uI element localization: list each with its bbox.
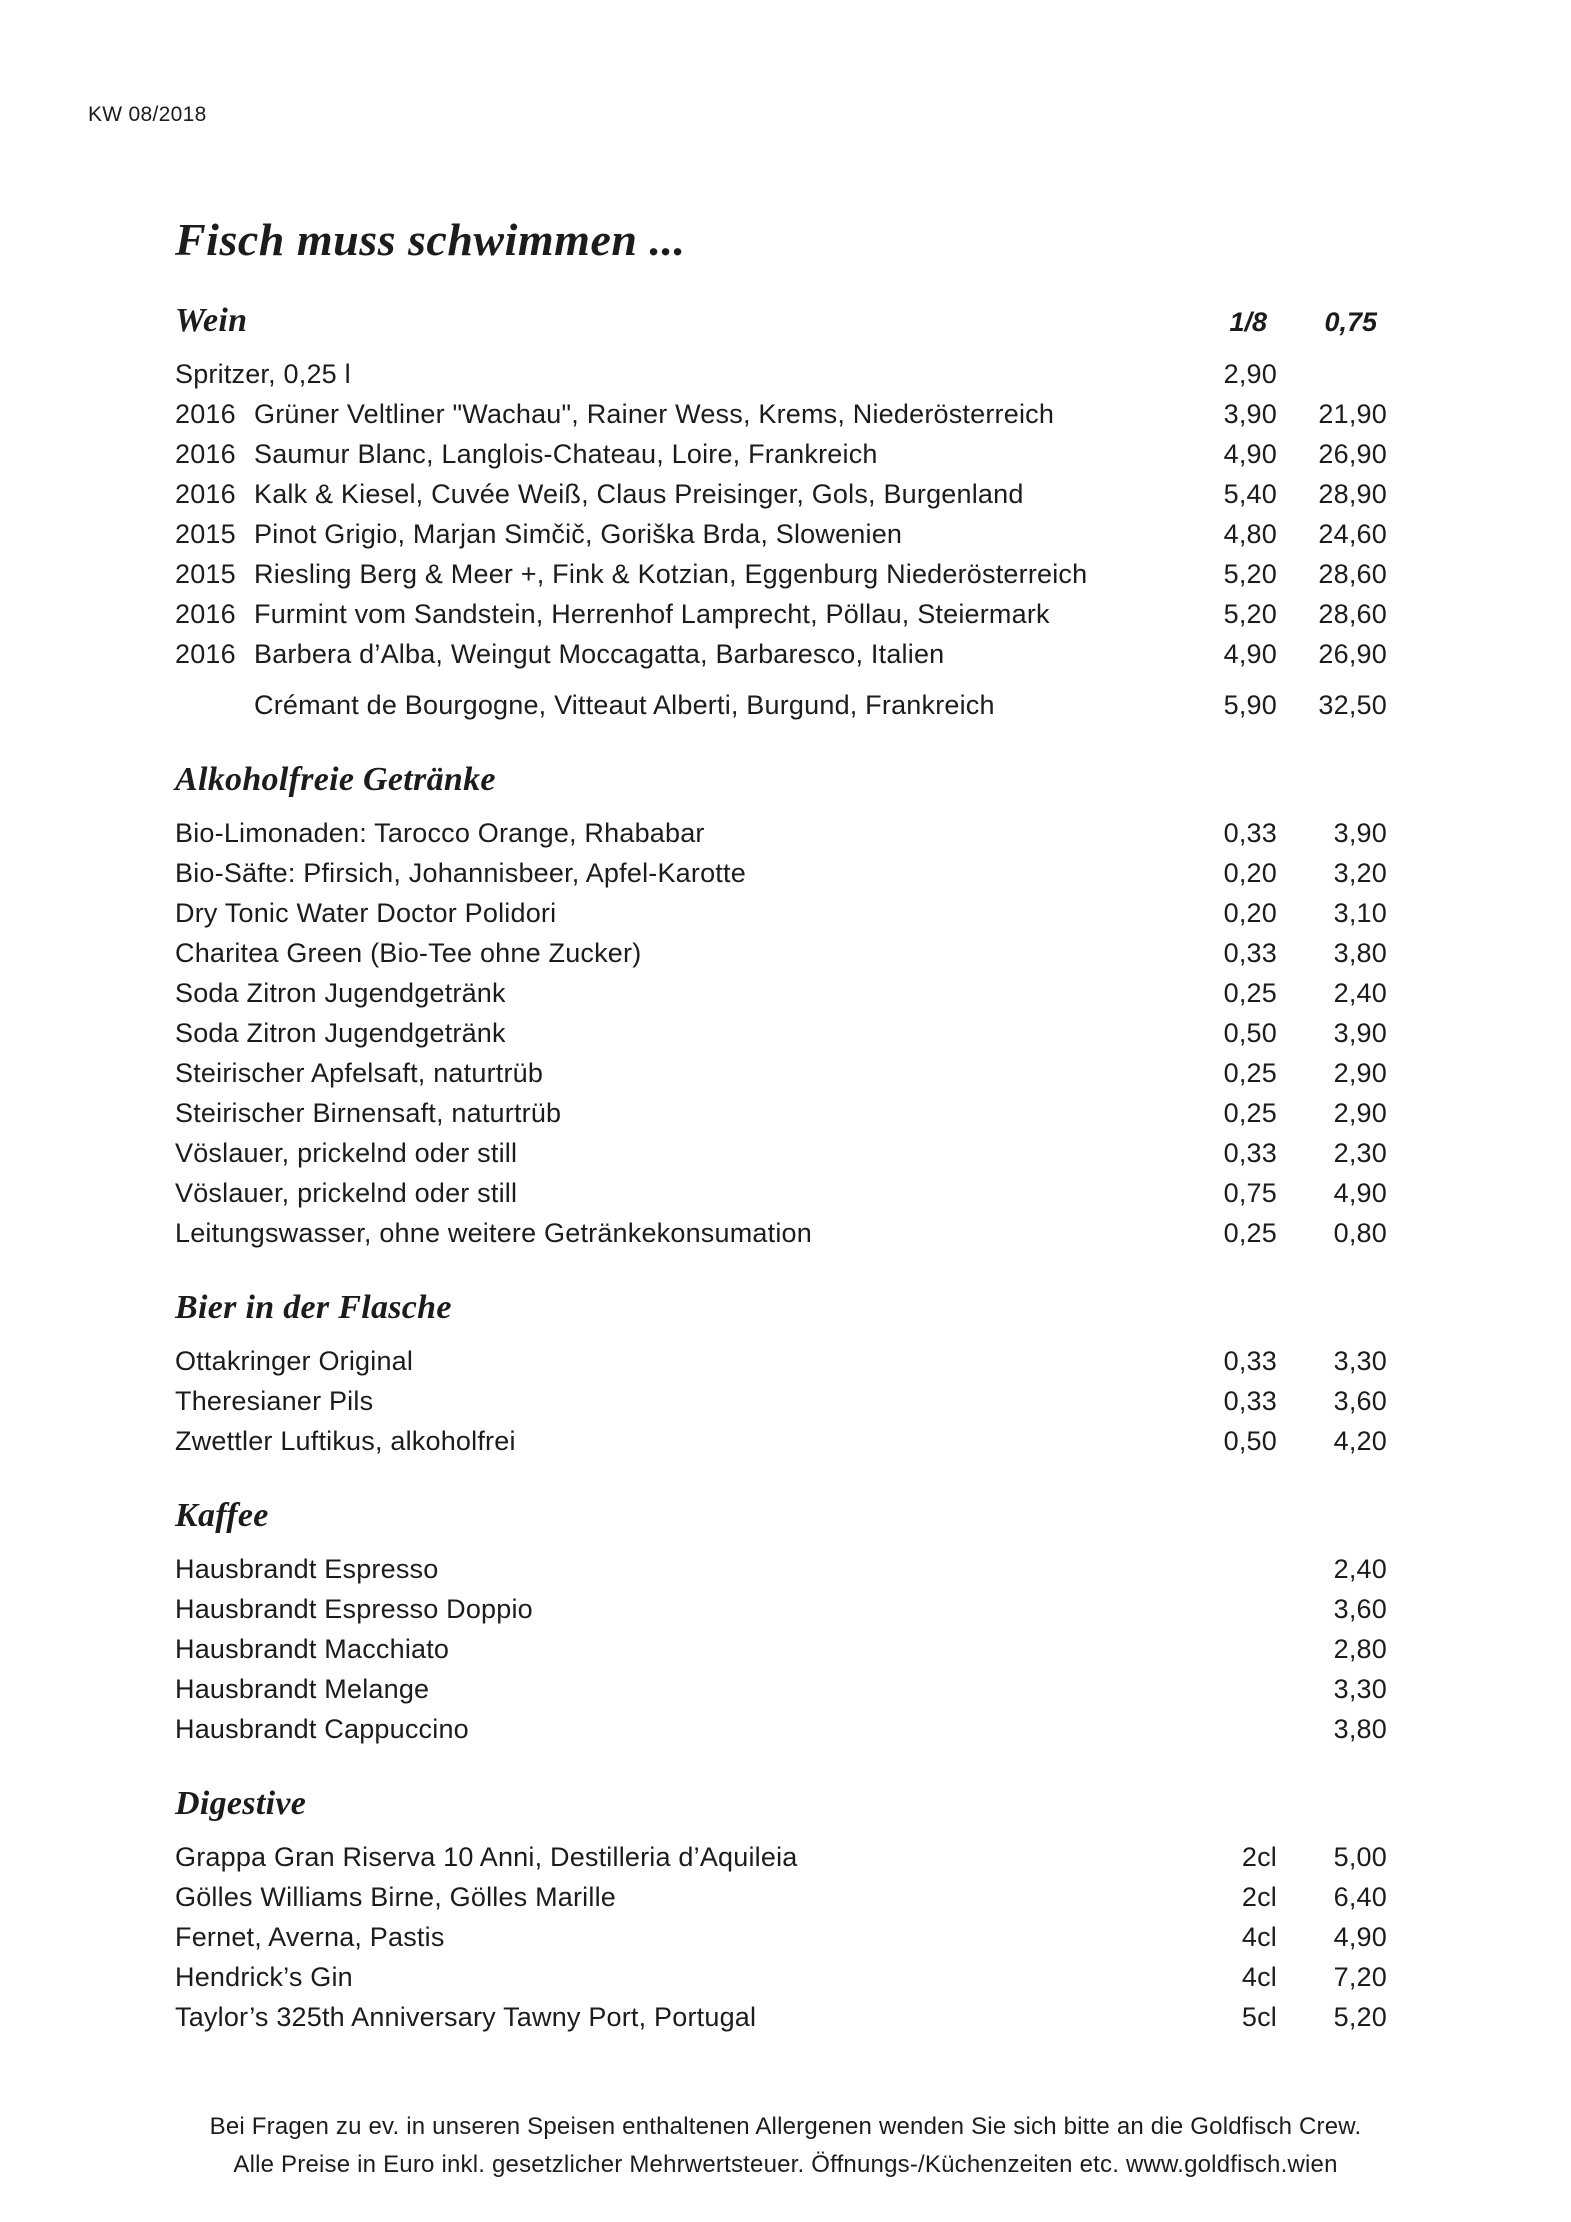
item-price-small: 0,33	[1223, 938, 1277, 968]
item-name: Steirischer Apfelsaft, naturtrüb	[175, 1058, 544, 1088]
item-name: Bio-Limonaden: Tarocco Orange, Rhababar	[175, 818, 705, 848]
item-price-small: 2cl	[1241, 1882, 1277, 1912]
section-rows	[175, 1341, 1387, 1461]
menu-item-row	[175, 1421, 1387, 1461]
item-price-large: 3,80	[1333, 938, 1387, 968]
menu-item-row	[175, 1093, 1387, 1133]
item-name: Furmint vom Sandstein, Herrenhof Lamprecht, Pöllau, Steiermark	[254, 599, 1050, 629]
item-price-large: 2,90	[1333, 1058, 1387, 1088]
menu-item-row	[175, 1837, 1387, 1877]
item-price-large: 5,20	[1333, 2002, 1387, 2032]
menu-item-row	[175, 1133, 1387, 1173]
item-price-large: 4,90	[1333, 1178, 1387, 1208]
item-price-large: 3,60	[1333, 1386, 1387, 1416]
menu-section	[175, 761, 1387, 1253]
item-price-large: 26,90	[1318, 639, 1387, 669]
item-price-large: 3,60	[1333, 1594, 1387, 1624]
item-price-small: 5,90	[1223, 690, 1277, 720]
item-price-large: 4,20	[1333, 1426, 1387, 1456]
item-price-large: 2,40	[1333, 978, 1387, 1008]
menu-item-row	[175, 1997, 1387, 2037]
page-title: Fisch muss schwimmen ...	[175, 214, 686, 265]
item-name: Zwettler Luftikus, alkoholfrei	[175, 1426, 516, 1456]
menu-section	[175, 1289, 1387, 1461]
section-title: Alkoholfreie Getränke	[175, 761, 496, 798]
menu-content	[175, 214, 1387, 2037]
item-name: Soda Zitron Jugendgetränk	[175, 1018, 506, 1048]
item-name: Crémant de Bourgogne, Vitteaut Alberti, Burgund, Frankreich	[254, 690, 995, 720]
item-name: Bio-Säfte: Pfirsich, Johannisbeer, Apfel-Karotte	[175, 858, 746, 888]
item-price-large: 2,80	[1333, 1634, 1387, 1664]
sections-container	[175, 302, 1387, 2037]
footer-line-2: Alle Preise in Euro inkl. gesetzlicher Mehrwertsteuer. Öffnungs-/Küchenzeiten etc. www.goldfisch.wien	[233, 2151, 1338, 2178]
item-name: Charitea Green (Bio-Tee ohne Zucker)	[175, 938, 642, 968]
menu-section	[175, 1785, 1387, 2037]
item-price-small: 5cl	[1241, 2002, 1277, 2032]
item-price-large: 28,90	[1318, 479, 1387, 509]
menu-section	[175, 1497, 1387, 1749]
item-name: Hausbrandt Espresso Doppio	[175, 1594, 533, 1624]
item-price-large: 32,50	[1318, 690, 1387, 720]
section-rows	[175, 1549, 1387, 1749]
item-name: Soda Zitron Jugendgetränk	[175, 978, 506, 1008]
item-price-large: 28,60	[1318, 599, 1387, 629]
item-price-large: 0,80	[1333, 1218, 1387, 1248]
item-price-small	[1182, 1709, 1277, 1749]
item-name: Pinot Grigio, Marjan Simčič, Goriška Brda, Slowenien	[254, 519, 903, 549]
item-price-large: 2,40	[1333, 1554, 1387, 1584]
week-label: KW 08/2018	[88, 103, 207, 126]
menu-item-row	[175, 1341, 1387, 1381]
item-name: Hausbrandt Melange	[175, 1674, 430, 1704]
item-price-small: 0,20	[1223, 858, 1277, 888]
item-price-small	[1182, 1589, 1277, 1629]
item-price-small: 0,25	[1223, 1058, 1277, 1088]
item-price-small: 0,33	[1223, 818, 1277, 848]
item-name: Riesling Berg & Meer +, Fink & Kotzian, Eggenburg Niederösterreich	[254, 559, 1088, 589]
menu-item-row	[175, 514, 1387, 554]
menu-item-row	[175, 1877, 1387, 1917]
section-title: Digestive	[175, 1785, 307, 1822]
footer	[0, 2108, 1571, 2184]
menu-item-row	[175, 554, 1387, 594]
menu-item-row	[175, 1917, 1387, 1957]
menu-item-row	[175, 594, 1387, 634]
section-rows	[175, 813, 1387, 1253]
menu-item-row	[175, 1709, 1387, 1749]
menu-item-row	[175, 853, 1387, 893]
menu-item-row	[175, 933, 1387, 973]
item-name: Dry Tonic Water Doctor Polidori	[175, 898, 557, 928]
item-price-small: 4,80	[1223, 519, 1277, 549]
item-name: Grüner Veltliner "Wachau", Rainer Wess, Krems, Niederösterreich	[254, 399, 1055, 429]
item-price-small: 5,40	[1223, 479, 1277, 509]
item-price-large: 3,90	[1333, 818, 1387, 848]
menu-item-row	[175, 1013, 1387, 1053]
item-name: Hendrick’s Gin	[175, 1962, 353, 1992]
item-year: 2016	[175, 399, 236, 429]
item-name: Ottakringer Original	[175, 1346, 414, 1376]
item-price-small: 5,20	[1223, 599, 1277, 629]
menu-item-row	[175, 434, 1387, 474]
menu-item-row	[175, 354, 1387, 394]
item-price-large: 26,90	[1318, 439, 1387, 469]
item-price-small: 0,75	[1223, 1178, 1277, 1208]
menu-item-row	[175, 1589, 1387, 1629]
item-year: 2015	[175, 559, 236, 589]
menu-item-row	[175, 474, 1387, 514]
item-name: Barbera d’Alba, Weingut Moccagatta, Barbaresco, Italien	[254, 639, 945, 669]
item-price-small: 0,33	[1223, 1138, 1277, 1168]
section-title: Bier in der Flasche	[175, 1289, 452, 1326]
item-price-large: 3,20	[1333, 858, 1387, 888]
item-name: Gölles Williams Birne, Gölles Marille	[175, 1882, 616, 1912]
item-price-large: 6,40	[1333, 1882, 1387, 1912]
item-price-large: 3,30	[1333, 1346, 1387, 1376]
item-price-small: 3,90	[1223, 399, 1277, 429]
menu-item-row	[175, 1629, 1387, 1669]
item-price-large: 21,90	[1318, 399, 1387, 429]
item-name: Taylor’s 325th Anniversary Tawny Port, Portugal	[175, 2002, 757, 2032]
item-price-small: 0,25	[1223, 978, 1277, 1008]
item-name: Hausbrandt Espresso	[175, 1554, 439, 1584]
item-name: Theresianer Pils	[175, 1386, 374, 1416]
item-name: Steirischer Birnensaft, naturtrüb	[175, 1098, 562, 1128]
item-year: 2016	[175, 439, 236, 469]
item-price-small: 0,25	[1223, 1218, 1277, 1248]
menu-item-row	[175, 1173, 1387, 1213]
menu-item-row	[175, 1053, 1387, 1093]
item-price-large: 5,00	[1333, 1842, 1387, 1872]
item-price-large: 28,60	[1318, 559, 1387, 589]
item-name: Vöslauer, prickelnd oder still	[175, 1178, 518, 1208]
menu-item-row	[175, 634, 1387, 674]
item-name: Vöslauer, prickelnd oder still	[175, 1138, 518, 1168]
menu-item-row	[175, 1381, 1387, 1421]
menu-item-row	[175, 1669, 1387, 1709]
item-price-small: 0,25	[1223, 1098, 1277, 1128]
section-header	[175, 302, 1387, 339]
item-year: 2016	[175, 479, 236, 509]
item-price-small: 0,33	[1223, 1386, 1277, 1416]
item-name: Saumur Blanc, Langlois-Chateau, Loire, Frankreich	[254, 439, 878, 469]
footer-line-1: Bei Fragen zu ev. in unseren Speisen enthaltenen Allergenen wenden Sie sich bitte an die Goldfisch Crew.	[209, 2113, 1362, 2140]
item-price-large: 2,90	[1333, 1098, 1387, 1128]
item-price-large: 3,30	[1333, 1674, 1387, 1704]
item-price-large: 7,20	[1333, 1962, 1387, 1992]
section-header	[175, 761, 1387, 798]
menu-item-row	[175, 394, 1387, 434]
item-name: Spritzer, 0,25 l	[175, 359, 351, 389]
item-price-large: 2,30	[1333, 1138, 1387, 1168]
menu-item-row	[175, 1549, 1387, 1589]
item-name: Fernet, Averna, Pastis	[175, 1922, 445, 1952]
column-header-large: 0,75	[1324, 307, 1377, 337]
item-price-large: 3,90	[1333, 1018, 1387, 1048]
item-price-small	[1182, 1669, 1277, 1709]
menu-item-row	[175, 813, 1387, 853]
item-price-small: 4cl	[1241, 1962, 1277, 1992]
item-price-large: 4,90	[1333, 1922, 1387, 1952]
item-price-small: 0,50	[1223, 1426, 1277, 1456]
item-price-large: 3,80	[1333, 1714, 1387, 1744]
item-price-small: 4,90	[1223, 439, 1277, 469]
item-name: Grappa Gran Riserva 10 Anni, Destilleria d’Aquileia	[175, 1842, 798, 1872]
item-price-small: 5,20	[1223, 559, 1277, 589]
item-price-small: 4cl	[1241, 1922, 1277, 1952]
item-price-small: 0,50	[1223, 1018, 1277, 1048]
section-title: Wein	[175, 302, 248, 339]
section-title: Kaffee	[175, 1497, 269, 1534]
item-price-large: 3,10	[1333, 898, 1387, 928]
item-price-large: 24,60	[1318, 519, 1387, 549]
menu-item-row	[175, 1957, 1387, 1997]
item-year: 2015	[175, 519, 236, 549]
item-year: 2016	[175, 599, 236, 629]
item-price-small	[1182, 1629, 1277, 1669]
item-price-small: 2cl	[1241, 1842, 1277, 1872]
item-name: Leitungswasser, ohne weitere Getränkekonsumation	[175, 1218, 812, 1248]
menu-item-row	[175, 973, 1387, 1013]
item-name: Kalk & Kiesel, Cuvée Weiß, Claus Preisinger, Gols, Burgenland	[254, 479, 1024, 509]
item-year	[175, 685, 254, 725]
item-price-small	[1182, 1549, 1277, 1589]
menu-item-row	[175, 1213, 1387, 1253]
item-name: Hausbrandt Cappuccino	[175, 1714, 469, 1744]
item-price-small: 0,33	[1223, 1346, 1277, 1376]
item-price-small: 2,90	[1223, 359, 1277, 389]
menu-item-row	[175, 685, 1387, 725]
section-header	[175, 1289, 1387, 1326]
section-rows	[175, 354, 1387, 725]
item-price-large	[1277, 354, 1387, 394]
section-header	[175, 1785, 1387, 1822]
section-header	[175, 1497, 1387, 1534]
item-price-small: 4,90	[1223, 639, 1277, 669]
menu-item-row	[175, 893, 1387, 933]
item-name: Hausbrandt Macchiato	[175, 1634, 450, 1664]
menu-section	[175, 302, 1387, 725]
section-rows	[175, 1837, 1387, 2037]
column-header-small: 1/8	[1229, 307, 1267, 337]
item-price-small: 0,20	[1223, 898, 1277, 928]
item-year: 2016	[175, 639, 236, 669]
